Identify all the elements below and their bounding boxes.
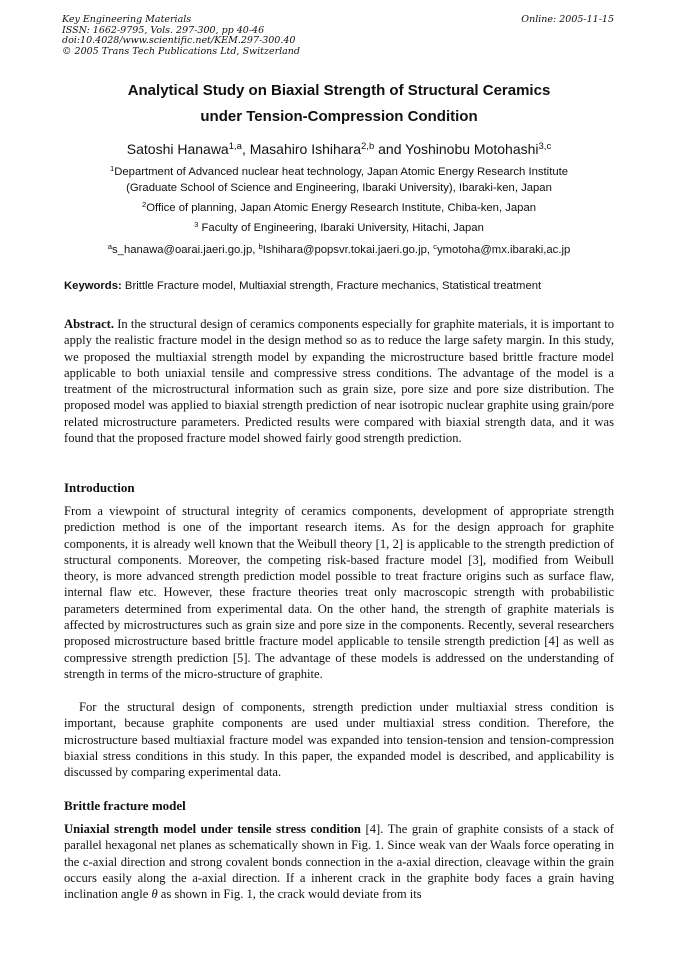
author-name: Satoshi Hanawa [126,141,229,157]
intro-paragraph-1: From a viewpoint of structural integrity of ceramics components, development of appropriate strength prediction method is one of the important research items. As for the design approach for graphite components, it is already well known that the Weibull theory [1, 2] is applicable to the strength prediction of structural components. Moreover, the competing risk-based fracture model [3], modified from Weibull theory, is more advanced strength prediction model possible to treat fracture origins such as surface flaw, internal flaw etc. However, these fracture theories treat only macroscopic strength with probabilistic parameters determined from experimental data. On the other hand, the strength of graphite materials is affected by microstructures such as grain size and pore size in the components. Recently, several researchers proposed microstructure based brittle fracture model applicable to tensile strength prediction [4] as well as compressive strength prediction [5]. The advantage of these models is addressed on the understanding of strength in terms of the micro-structure of graphite. [64,504,614,681]
affiliation-mark: 3 [194,219,199,229]
author-separator: , [241,141,250,157]
online-date: Online: 2005-11-15 [521,14,614,25]
brittle-paragraph: Uniaxial strength model under tensile stress condition [4]. The grain of graphite consists of a stack of parallel hexagonal net planes as schematically shown in Fig. 1. Since weak van der Waals force operating in the c-axial direction and strong covalent bonds connection in the a-axial direction, cleavage within the grain occurs easily along the a-axial direction. If a inherent crack in the graphite body faces a grain having inclination angle θ as shown in Fig. 1, the crack would deviate from its [64,822,614,902]
doi-line: doi:10.4028/www.scientific.net/KEM.297-300.40 [62,35,296,46]
affiliation-3: $^3$ Faculty of Engineering, Ibaraki University, Hitachi, Japan [194,219,484,234]
paper-title-line-1: Analytical Study on Biaxial Strength of Structural Ceramics [127,82,551,99]
journal-header [62,15,300,57]
author-list [62,140,616,158]
keywords-text: Brittle Fracture model, Multiaxial strength, Fracture mechanics, Statistical treatment [121,280,542,292]
affiliation-2: $^2$Office of planning, Japan Atomic Energy Research Institute, Chiba-ken, Japan [141,199,537,214]
affiliation-mark: 2 [141,199,147,209]
author-separator: and [374,141,406,157]
section-heading-brittle-fracture: Brittle fracture model [64,798,186,813]
email-list [62,242,616,258]
email-mark: c [433,241,437,251]
affiliation-1-cont: (Graduate School of Science and Engineering, Ibaraki University), Ibaraki-ken, Japan [126,182,552,194]
intro-paragraph-2: For the structural design of components, strength prediction under multiaxial stress condition is important, because graphite components are used under multiaxial stress condition. Therefore, the microstructure based multiaxial fracture model was expanded into tension-tension and tension-compression biaxial stress conditions in this study. In this paper, the expanded model is described, and applicability is discussed by comparing experimental data. [64,700,614,780]
keywords-label: Keywords: [64,280,122,292]
author-affiliation-mark: 2,b [361,140,375,152]
abstract [64,316,614,446]
email-mark: a [107,241,113,251]
keywords [64,278,616,294]
email-address: ymotoha@mx.ibaraki,ac.jp [436,244,571,256]
theta-symbol: θ [151,887,158,902]
email-address: Ishihara@popsvr.tokai.jaeri.go.jp, [262,244,434,256]
copyright-line: © 2005 Trans Tech Publications Ltd, Switzerland [62,45,301,57]
author-affiliation-mark: 3,c [538,140,552,152]
author-name: Yoshinobu Motohashi [405,141,539,157]
abstract-label: Abstract. [64,317,115,331]
journal-name: Key Engineering Materials [62,14,192,25]
affiliation-mark: 1 [109,163,115,173]
abstract-text: In the structural design of ceramics components especially for graphite materials, it is important to apply the realistic fracture model in the design method so as to reduce the large safety margin. In this study, we proposed the multiaxial strength model by expanding the microstructure based brittle fracture model applicable to both uniaxial tensile and compressive stress conditions. The advantage of the model is a treatment of the microstructural information such as grain size, pore size and pore size distribution. The proposed model was applied to biaxial strength prediction of near isotropic nuclear graphite using grain/pore related microstructure parameters. Predicted results were compared with biaxial strength data, and it was found that the proposed fracture model showed fairly good strength prediction. [64,317,614,446]
author-name: Masahiro Ishihara [249,141,362,157]
subsection-label: Uniaxial strength model under tensile stress condition [64,822,361,836]
paper-title-line-2: under Tension-Compression Condition [200,108,478,125]
email-mark: b [258,241,263,251]
section-heading-introduction: Introduction [64,480,135,495]
email-address: s_hanawa@oarai.jaeri.go.jp, [112,244,259,256]
author-affiliation-mark: 1,a [228,140,242,152]
affiliation-1: $^1$Department of Advanced nuclear heat technology, Japan Atomic Energy Research Institute [109,163,569,178]
issn-line: ISSN: 1662-9795, Vols. 297-300, pp 40-46 [62,24,265,36]
